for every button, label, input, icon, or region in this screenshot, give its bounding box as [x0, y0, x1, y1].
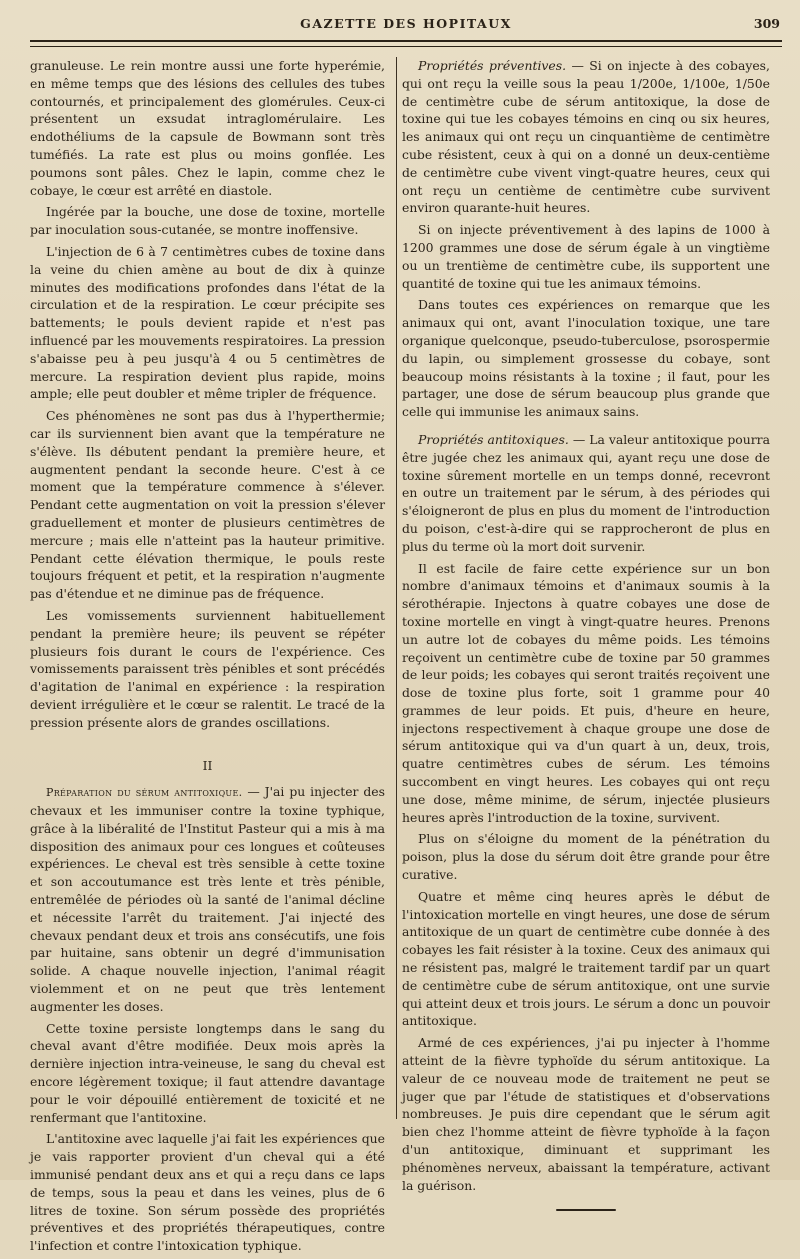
- page-header: [30, 12, 782, 34]
- page-number: 309: [753, 16, 780, 31]
- paragraph: Si on injecte préventivement à des lapins de 1000 à 1200 grammes une dose de sérum égale à un vingtième ou un trentième de centimètre cube, ils supportent une quantité de toxine qui tue les animaux témoins.: [402, 222, 770, 291]
- paragraph: Les vomissements surviennent habituellement pendant la première heure; ils peuvent se répéter plusieurs fois durant le cours de l'expérience. Ces vomissements paraissent très pénibles et sont précédés d'agitation de l'animal en expérience : la respiration devient irrégulière et le cœur se ralentit. Le tracé de la pression présente alors de grandes oscillations.: [30, 607, 385, 730]
- paragraph: Quatre et même cinq heures après le début de l'intoxication mortelle en vingt heures, une dose de sérum antitoxique de un quart de centimètre cube donnée à des cobayes les fait résister à la toxine. Ceux des animaux qui ne résistent pas, malgré le traitement tardif par un quart de centimètre cube de sérum antitoxique, ont une survie qui atteint deux et trois jours. Le sérum a donc un pouvoir antitoxique.: [402, 888, 770, 1029]
- paragraph: Ces phénomènes ne sont pas dus à l'hyperthermie; car ils surviennent bien avant que la température ne s'élève. Ils débutent pendant la première heure, et augmentent pendant la seconde heure. C'est à ce moment que la température commence à s'élever. Pendant cette augmentation on voit la pression s'élever graduellement et monter de plusieurs centimètres de mercure ; mais elle n'atteint pas la hauteur primitive. Pendant cette élévation thermique, le pouls reste toujours fréquent et petit, et la respiration n'augmente pas d'étendue et ne diminue pas de fréquence.: [30, 408, 385, 602]
- paragraph: L'injection de 6 à 7 centimètres cubes de toxine dans la veine du chien amène au bout de dix à quinze minutes des modifications profondes dans l'état de la circulation et de la respiration. Le cœur précipite ses battements; le pouls devient rapide et n'est pas influencé par les mouvements respiratoires. La pression s'abaisse peu à peu jusqu'à 4 ou 5 centimètres de mercure. La respiration devient plus rapide, moins ample; elle peut doubler et même tripler de fréquence.: [30, 243, 385, 402]
- paragraph: granuleuse. Le rein montre aussi une forte hyperémie, en même temps que des lésions des cellules des tubes contournés, et principalement des glomérules. Ceux-ci présentent un exsudat intraglomérulaire. Les endothéliums de la capsule de Bowmann sont très tuméfiés. La rate est plus ou moins gonflée. Les poumons sont pâles. Chez le lapin, comme chez le cobaye, le cœur est arrêté en diastole.: [30, 58, 385, 198]
- paragraph: Ingérée par la bouche, une dose de toxine, mortelle par inoculation sous-cutanée, se montre inoffensive.: [30, 204, 385, 238]
- paragraph-text: — J'ai pu injecter des chevaux et les immuniser contre la toxine typhique, grâce à la libéralité de l'Institut Pasteur qui a mis à ma disposition des animaux pour ces longues et coûteuses expériences. Le cheval est très sensible à cette toxine et son accoutumance est très lente et très pénible, entremêlée de périodes où la santé de l'animal décline et nécessite l'arrêt du traitement. J'ai injecté des chevaux pendant deux et trois ans consécutifs, une fois par huitaine, sans obtenir un degré d'immunisation solide. A chaque nouvelle injection, l'animal réagit violemment et on ne peut que très lentement augmenter les doses.: [30, 784, 386, 1014]
- paragraph: Il est facile de faire cette expérience sur un bon nombre d'animaux témoins et d'animaux soumis à la sérothérapie. Injectons à quatre cobayes une dose de toxine mortelle en vingt à vingt-quatre heures. Prenons un autre lot de cobayes du même poids. Les témoins reçoivent un centimètre cube de toxine par 50 grammes de leur poids; les cobayes qui seront traités reçoivent une dose de toxine plus forte, soit 1 gramme pour 40 grammes de leur poids. Et puis, d'heure en heure, injectons respectivement à chaque groupe une dose de sérum antitoxique qui va d'un quart à un, deux, trois, quatre centimètres cubes de sérum. Les témoins succombent en vingt heures. Les cobayes qui ont reçu une dose, même minime, de sérum, injectée plusieurs heures après l'introduction de la toxine, survivent.: [402, 560, 770, 825]
- column-divider: [396, 57, 397, 1119]
- paragraph: Cette toxine persiste longtemps dans le sang du cheval avant d'être modifiée. Deux mois après la dernière injection intra-veineuse, le sang du cheval est encore légèrement toxique; il faut attendre davantage pour le voir dépouillé entièrement de toxicité et ne renfermant que l'antitoxine.: [30, 1020, 385, 1125]
- paragraph: Armé de ces expériences, j'ai pu injecter à l'homme atteint de la fièvre typhoïde du sérum antitoxique. La valeur de ce nouveau mode de traitement ne peut se juger que par l'étude de statistiques et d'observations nombreuses. Je puis dire cependant que le sérum agit bien chez l'homme atteint de fièvre typhoïde à la façon d'un antitoxique, diminuant et supprimant les phénomènes nerveux, abaissant la température, activant la guérison.: [402, 1035, 770, 1193]
- paragraph-text: — Si on injecte à des cobayes, qui ont reçu la veille sous la peau 1/200e, 1/100e, 1/50e de centimètre cube de sérum antitoxique, la dose de toxine qui tue les cobayes témoins en cinq ou six heures, les animaux qui ont reçu un cinquantième de centimètre cube résistent, ceux à qui on a donné un deux-centième de centimètre cube vivent vingt-quatre heures, ceux qui ont reçu un centième de centimètre cube survivent environ quarante-huit heures.: [402, 58, 770, 216]
- section-number: II: [202, 758, 213, 774]
- subheading-preventive: Propriétés préventives.: [418, 58, 567, 73]
- paragraph: [402, 57, 770, 217]
- header-rule: [30, 40, 782, 47]
- left-column: [30, 57, 385, 1259]
- paragraph-text: — La valeur antitoxique pourra être jugée chez les animaux qui, ayant reçu une dose de toxine sûrement mortelle en un temps donné, recevront en outre un traitement par le sérum, à des périodes qui s'éloigneront de plus en plus du moment de l'introduction du poison, c'est-à-dire qui se rapprocheront de plus en plus du terme où la mort doit survenir.: [402, 431, 770, 554]
- journal-title: GAZETTE DES HOPITAUX: [300, 16, 512, 31]
- paragraph: L'antitoxine avec laquelle j'ai fait les expériences que je vais rapporter provient d'un cheval qui a été immunisé pendant deux ans et qui a reçu dans ce laps de temps, sous la peau et dans les veines, plus de 6 litres de toxine. Son sérum possède des propriétés préventives et des propriétés thérapeutiques, contre l'infection et contre l'intoxication typhique.: [30, 1131, 385, 1254]
- right-column: [402, 57, 770, 1212]
- subheading-antitoxic: Propriétés antitoxiques.: [418, 431, 569, 447]
- paragraph: Plus on s'éloigne du moment de la pénétration du poison, plus la dose du sérum doit être grande pour être curative.: [402, 831, 770, 883]
- end-ornament: [556, 1208, 616, 1212]
- paragraph: Dans toutes ces expériences on remarque que les animaux qui ont, avant l'inoculation toxique, une tare organique quelconque, pseudo-tuberculose, psorospermie du lapin, ou simplement grossesse du cobaye, sont beaucoup moins résistants à la toxine ; il faut, pour les partager, une dose de sérum beaucoup plus grande que celle qui immunise les animaux sains.: [402, 297, 770, 420]
- paragraph: [402, 431, 770, 556]
- section-heading: Préparation du sérum antitoxique.: [46, 786, 243, 800]
- paragraph: [30, 783, 385, 1015]
